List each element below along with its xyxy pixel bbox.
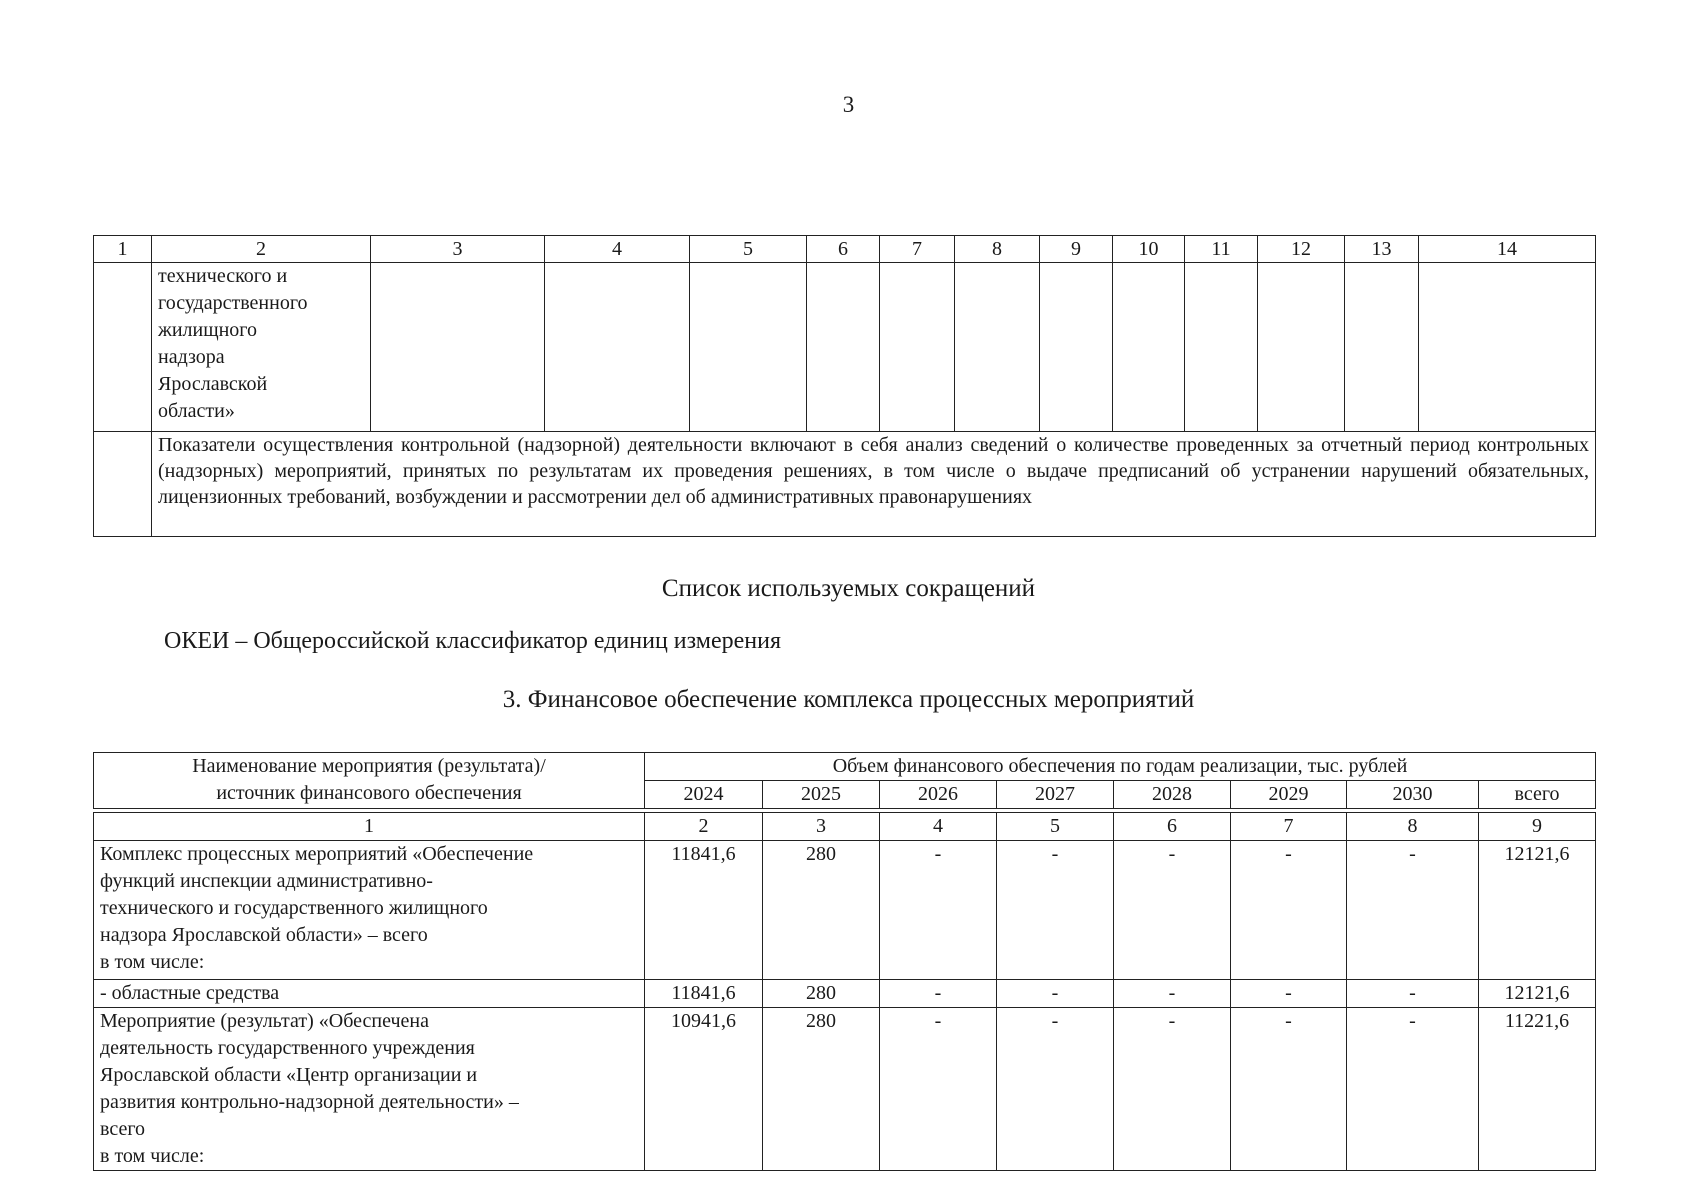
text-line: в том числе: <box>100 1145 205 1167</box>
total-label-cell: всего <box>1479 781 1596 809</box>
text-line: развития контрольно-надзорной деятельности» – <box>100 1091 519 1113</box>
year-cell: 2026 <box>880 781 997 809</box>
year-cell: 2028 <box>1114 781 1231 809</box>
column-number: 2 <box>645 813 763 841</box>
column-number: 4 <box>880 813 997 841</box>
text-line: государственного <box>158 292 308 314</box>
header-name-cell: Наименование мероприятия (результата)/ источник финансового обеспечения <box>94 753 645 809</box>
activity-name-cell <box>94 841 645 980</box>
column-number: 14 <box>1419 236 1596 263</box>
text-line: всего <box>100 1118 146 1140</box>
year-cell: 2025 <box>763 781 880 809</box>
text-line: в том числе: <box>100 951 205 973</box>
total-cell: 11221,6 <box>1479 1008 1596 1171</box>
column-number: 6 <box>1114 813 1231 841</box>
column-number: 13 <box>1345 236 1419 263</box>
indicator-column-numbers <box>94 236 1596 263</box>
text-line: - областные средства <box>100 982 280 1004</box>
value-cell: - <box>997 980 1114 1008</box>
column-number: 1 <box>94 236 152 263</box>
column-number: 12 <box>1258 236 1345 263</box>
indicator-note-row <box>94 432 1596 537</box>
text-line: области» <box>158 400 235 422</box>
column-number: 1 <box>94 813 645 841</box>
value-cell: - <box>1347 980 1479 1008</box>
value-cell: - <box>1231 1008 1347 1171</box>
total-cell: 12121,6 <box>1479 980 1596 1008</box>
header-volume-cell: Объем финансового обеспечения по годам реализации, тыс. рублей <box>645 753 1596 781</box>
column-number: 8 <box>1347 813 1479 841</box>
finance-section-title: 3. Финансовое обеспечение комплекса процессных мероприятий <box>502 686 1195 713</box>
value-cell: - <box>880 1008 997 1171</box>
text-line: технического и государственного жилищного <box>100 897 488 919</box>
indicator-note: Показатели осуществления контрольной (надзорной) деятельности включают в себя анализ сведений о количестве проведенных за отчетный период контрольных (надзорных) мероприятий, принятых по результатам их проведения решениях, в том числе о выдаче предписаний об устранении нарушений обязательных, лицензионных требований, возбуждении и рассмотрении дел об административных правонарушениях <box>152 432 1596 537</box>
column-number: 9 <box>1479 813 1596 841</box>
value-cell: - <box>1114 980 1231 1008</box>
finance-row <box>94 980 1596 1008</box>
value-cell: 280 <box>763 841 880 980</box>
value-cell: 11841,6 <box>645 841 763 980</box>
column-number: 5 <box>997 813 1114 841</box>
text-line: жилищного <box>158 319 258 341</box>
value-cell: - <box>1231 841 1347 980</box>
value-cell: - <box>1347 1008 1479 1171</box>
column-number: 7 <box>880 236 955 263</box>
value-cell: - <box>997 841 1114 980</box>
text-line: Комплекс процессных мероприятий «Обеспечение <box>100 843 534 865</box>
finance-table <box>93 752 1596 1171</box>
column-number: 11 <box>1185 236 1258 263</box>
text-line: надзора <box>158 346 225 368</box>
year-cell: 2029 <box>1231 781 1347 809</box>
column-number: 10 <box>1113 236 1185 263</box>
value-cell: - <box>1231 980 1347 1008</box>
abbreviation-item: ОКЕИ – Общероссийской классификатор единиц измерения <box>164 628 781 654</box>
finance-header-row <box>94 753 1596 781</box>
page-number: 3 <box>842 92 855 117</box>
year-cell: 2027 <box>997 781 1114 809</box>
year-cell: 2030 <box>1347 781 1479 809</box>
text-line: деятельность государственного учреждения <box>100 1037 475 1059</box>
indicator-name-cell <box>152 263 371 432</box>
text-line: технического и <box>158 265 288 287</box>
column-number: 8 <box>955 236 1040 263</box>
value-cell: - <box>880 980 997 1008</box>
year-cell: 2024 <box>645 781 763 809</box>
activity-name-cell <box>94 1008 645 1171</box>
indicator-table <box>93 235 1596 537</box>
activity-name-cell <box>94 980 645 1008</box>
finance-row <box>94 1008 1596 1171</box>
column-number: 9 <box>1040 236 1113 263</box>
column-number: 2 <box>152 236 371 263</box>
column-number: 6 <box>807 236 880 263</box>
value-cell: - <box>1114 1008 1231 1171</box>
value-cell: 11841,6 <box>645 980 763 1008</box>
value-cell: 280 <box>763 980 880 1008</box>
text-line: надзора Ярославской области» – всего <box>100 924 428 946</box>
column-number: 5 <box>690 236 807 263</box>
text-line: Ярославской <box>158 373 268 395</box>
indicator-continuation-row <box>94 263 1596 432</box>
column-number: 3 <box>371 236 545 263</box>
abbreviations-title: Список используемых сокращений <box>661 575 1036 602</box>
value-cell: - <box>1114 841 1231 980</box>
value-cell: 10941,6 <box>645 1008 763 1171</box>
value-cell: - <box>880 841 997 980</box>
finance-column-numbers <box>94 813 1596 841</box>
value-cell: - <box>997 1008 1114 1171</box>
text-line: Ярославской области «Центр организации и <box>100 1064 478 1086</box>
column-number: 3 <box>763 813 880 841</box>
value-cell: 280 <box>763 1008 880 1171</box>
text-line: функций инспекции административно- <box>100 870 433 892</box>
column-number: 4 <box>545 236 690 263</box>
finance-row <box>94 841 1596 980</box>
column-number: 7 <box>1231 813 1347 841</box>
total-cell: 12121,6 <box>1479 841 1596 980</box>
text-line: Мероприятие (результат) «Обеспечена <box>100 1010 429 1032</box>
value-cell: - <box>1347 841 1479 980</box>
